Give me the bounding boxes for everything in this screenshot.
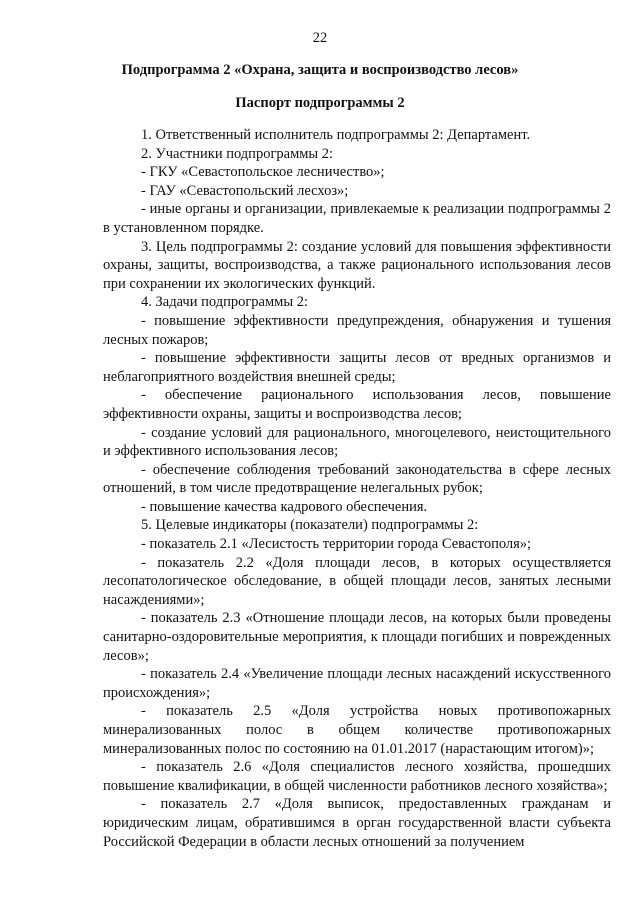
paragraph: - иные органы и организации, привлекаемые к реализации подпрограммы 2 в установленном порядке. (103, 201, 611, 236)
document-body (103, 126, 611, 851)
paragraph: - повышение качества кадрового обеспечения. (141, 498, 428, 515)
paragraph: 5. Целевые индикаторы (показатели) подпрограммы 2: (141, 517, 479, 534)
paragraph: - показатель 2.1 «Лесистость территории города Севастополя»; (141, 536, 532, 553)
paragraph: - ГАУ «Севастопольский лесхоз»; (141, 182, 349, 199)
paragraph: - показатель 2.4 «Увеличение площади лесных насаждений искусственного происхождения»; (103, 666, 611, 701)
page-number: 22 (312, 30, 328, 46)
paragraph: - обеспечение соблюдения требований законодательства в сфере лесных отношений, в том числе предотвращение нелегальных рубок; (103, 461, 611, 497)
paragraph: 4. Задачи подпрограммы 2: (141, 294, 308, 311)
paragraph: - повышение эффективности защиты лесов от вредных организмов и неблагоприятного воздействия внешней среды; (103, 350, 611, 385)
paragraph: 1. Ответственный исполнитель подпрограммы 2: Департамент. (141, 127, 531, 143)
paragraph: - ГКУ «Севастопольское лесничество»; (141, 164, 385, 181)
paragraph: - повышение эффективности предупреждения, обнаружения и тушения лесных пожаров; (103, 312, 611, 348)
paragraph: - создание условий для рационального, многоцелевого, неистощительного и эффективного использования лесов; (103, 424, 611, 460)
paragraph: - показатель 2.7 «Доля выписок, предоставленных гражданам и юридическим лицам, обратившимся в орган государственной власти субъекта Российской Федерации в области лесных отношений за получением (103, 796, 611, 850)
paragraph: - показатель 2.6 «Доля специалистов лесного хозяйства, прошедших повышение квалификации, в общей численности работников лесного хозяйства»; (103, 759, 611, 794)
subprogram-title: Подпрограмма 2 «Охрана, защита и воспроизводство лесов» (121, 62, 519, 78)
paragraph: - показатель 2.2 «Доля площади лесов, в которых осуществляется лесопатологическое обследование, в общей площади лесов, занятых лесными насаждениями»; (103, 554, 611, 608)
paragraph: 2. Участники подпрограммы 2: (141, 145, 334, 162)
passport-title: Паспорт подпрограммы 2 (235, 95, 405, 111)
paragraph: 3. Цель подпрограммы 2: создание условий для повышения эффективности охраны, защиты, воспроизводства, а также рационального использования лесов при сохранении их экологических функций. (103, 238, 611, 292)
paragraph: - обеспечение рационального использования лесов, повышение эффективности охраны, защиты и воспроизводства лесов; (103, 387, 611, 422)
paragraph: - показатель 2.5 «Доля устройства новых противопожарных минерализованных полос в общем количестве противопожарных минерализованных полос по состоянию на 01.01.2017 (нарастающим итогом)»; (103, 703, 611, 757)
paragraph: - показатель 2.3 «Отношение площади лесов, на которых были проведены санитарно-оздоровительные мероприятия, к площади погибших и поврежденных лесов»; (103, 610, 611, 664)
